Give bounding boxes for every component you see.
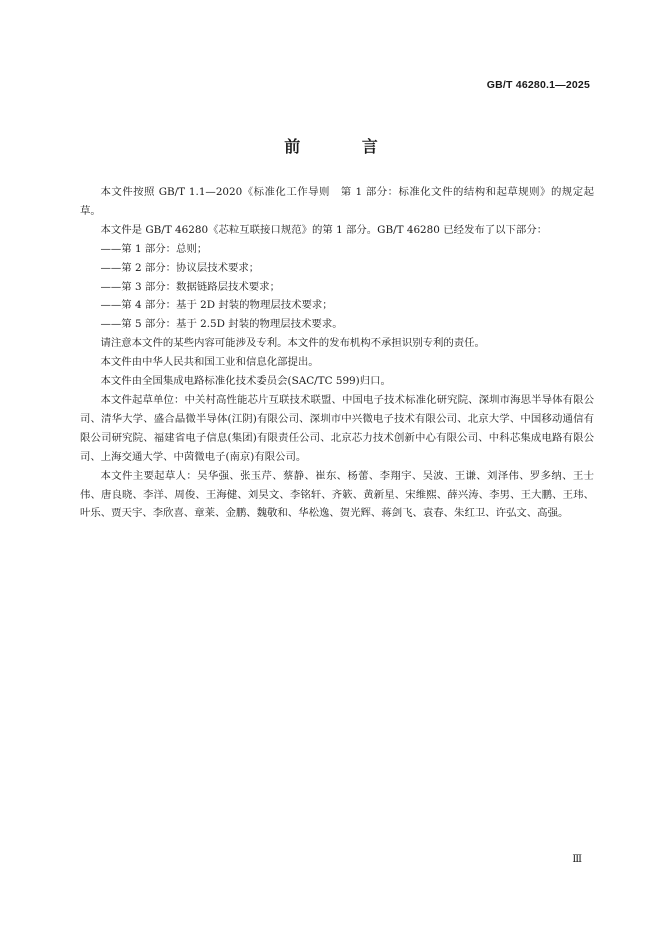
paragraph-proposer: 本文件由中华人民共和国工业和信息化部提出。 <box>100 356 319 369</box>
paragraph-drafting-rules: 本文件按照 GB/T 1.1—2020《标准化工作导则 第 1 部分：标准化文件的结构和起草规则》的规定起草。 <box>80 186 594 217</box>
list-item-part-5: ——第 5 部分：基于 2.5D 封装的物理层技术要求。 <box>100 318 343 331</box>
paragraph-committee: 本文件由全国集成电路标准化技术委员会(SAC/TC 599)归口。 <box>100 375 391 388</box>
paragraph-series-intro: 本文件是 GB/T 46280《芯粒互联接口规范》的第 1 部分。GB/T 46280 已经发布了以下部分： <box>100 223 548 236</box>
page-title: 前 言 <box>284 137 406 156</box>
document-body <box>80 183 594 523</box>
list-item-part-2: ——第 2 部分：协议层技术要求； <box>100 261 260 274</box>
list-item-part-1: ——第 1 部分：总则； <box>100 242 208 255</box>
paragraph-patent-notice: 请注意本文件的某些内容可能涉及专利。本文件的发布机构不承担识别专利的责任。 <box>100 337 485 350</box>
paragraph-drafting-units: 本文件起草单位：中关村高性能芯片互联技术联盟、中国电子技术标准化研究院、深圳市海思半导体有限公司、清华大学、盛合晶微半导体(江阴)有限公司、深圳市中兴微电子技术有限公司、北京大学、中国移动通信有限公司研究院、福建省电子信息(集团)有限责任公司、北京芯力技术创新中心有限公司、中科芯集成电路有限公司、上海交通大学、中茵微电子(南京)有限公司。 <box>80 393 594 463</box>
page-number: Ⅲ <box>572 854 582 865</box>
standard-number: GB/T 46280.1—2025 <box>486 79 590 91</box>
list-item-part-4: ——第 4 部分：基于 2D 封装的物理层技术要求； <box>100 299 333 312</box>
list-item-part-3: ——第 3 部分：数据链路层技术要求； <box>100 280 280 293</box>
paragraph-drafters: 本文件主要起草人：吴华强、张玉芹、蔡静、崔东、杨蕾、李翔宇、吴波、王谦、刘泽伟、罗多纳、王士伟、唐良晓、李洋、周俊、王海健、刘昊文、李铭轩、齐簌、黄新星、宋维熙、薛兴涛、李男、王大鹏、王玮、叶乐、贾天宇、李欣喜、章莱、金鹏、魏敬和、华松逸、贺光辉、蒋剑飞、袁春、朱红卫、许弘文、高强。 <box>80 469 594 520</box>
